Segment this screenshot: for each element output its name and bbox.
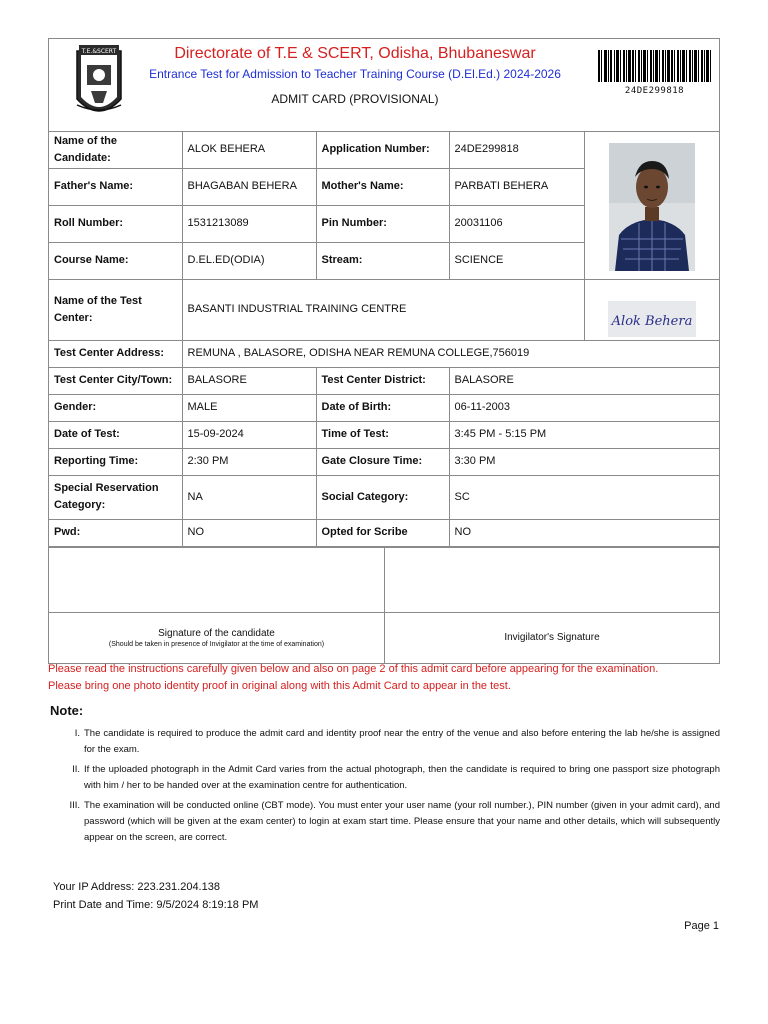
note-text: The examination will be conducted online (CBT mode). You must enter your user name (your roll number.), PIN number (given in your admit card), and password (which will be given at the exam center) to login at exam start time. Please ensure that your name and other details, which will subsequently appear on the screen, are correct. (84, 800, 720, 843)
test-time-label: Time of Test: (316, 421, 449, 448)
list-item (48, 726, 720, 758)
district-label: Test Center District: (316, 367, 449, 394)
table-row (49, 132, 719, 168)
mother-name: PARBATI BEHERA (449, 168, 584, 205)
note-number: III. (69, 800, 80, 811)
admit-card-label: ADMIT CARD (PROVISIONAL) (271, 92, 439, 106)
scribe-label: Opted for Scribe (316, 519, 449, 546)
note-heading: Note: (50, 703, 84, 718)
notes-list (48, 726, 720, 850)
reporting-value: 2:30 PM (182, 448, 316, 475)
table-row (49, 448, 719, 475)
reservation-label: Special Reservation Category: (49, 475, 182, 519)
application-label: Application Number: (316, 132, 449, 168)
gate-value: 3:30 PM (449, 448, 719, 475)
signature-boxes (49, 547, 719, 612)
city-label: Test Center City/Town: (49, 367, 182, 394)
admit-card (48, 38, 720, 664)
table-row (49, 367, 719, 394)
candidate-signature-label-cell (49, 613, 385, 663)
mother-label: Mother's Name: (316, 168, 449, 205)
center-name: BASANTI INDUSTRIAL TRAINING CENTRE (182, 279, 584, 340)
svg-text:Alok Behera: Alok Behera (611, 313, 693, 329)
list-item (48, 762, 720, 794)
gender-label: Gender: (49, 394, 182, 421)
table-row (49, 394, 719, 421)
address-label: Test Center Address: (49, 340, 182, 367)
table-row (49, 475, 719, 519)
scert-logo-icon (71, 41, 127, 125)
pwd-label: Pwd: (49, 519, 182, 546)
roll-label: Roll Number: (49, 205, 182, 242)
social-label: Social Category: (316, 475, 449, 519)
name-label: Name of the Candidate: (49, 132, 182, 168)
center-address: REMUNA , BALASORE, ODISHA NEAR REMUNA COLLEGE,756019 (182, 340, 719, 367)
note-text: The candidate is required to produce the admit card and identity proof near the entry of the venue and also before entering the lab he/she is assigned for the exam. (84, 728, 720, 755)
stream-label: Stream: (316, 242, 449, 279)
course-name: D.EL.ED(ODIA) (182, 242, 316, 279)
reporting-label: Reporting Time: (49, 448, 182, 475)
candidate-signature-note: (Should be taken in presence of Invigilator at the time of examination) (108, 640, 325, 648)
application-number: 24DE299818 (449, 132, 584, 168)
center-city: BALASORE (182, 367, 316, 394)
signature-image-cell (584, 279, 719, 340)
father-name: BHAGABAN BEHERA (182, 168, 316, 205)
table-row (49, 340, 719, 367)
instruction-line-2: Please bring one photo identity proof in original along with this Admit Card to appear in the test. (48, 680, 511, 692)
print-date-time: Print Date and Time: 9/5/2024 8:19:18 PM (53, 899, 259, 911)
barcode-number: 24DE299818 (624, 86, 685, 96)
scribe-value: NO (449, 519, 719, 546)
exam-subtitle: Entrance Test for Admission to Teacher Training Course (D.El.Ed.) 2024-2026 (149, 67, 561, 81)
note-text: If the uploaded photograph in the Admit Card varies from the actual photograph, then the candidate is required to bring one passport size photograph with him / her to be handed over at the examination centre for authentication. (84, 764, 720, 791)
svg-text:T.E.&SCERT: T.E.&SCERT (81, 48, 117, 55)
candidate-name: ALOK BEHERA (182, 132, 316, 168)
directorate-title: Directorate of T.E & SCERT, Odisha, Bhubaneswar (174, 45, 536, 62)
table-row (49, 519, 719, 546)
center-label: Name of the Test Center: (49, 279, 182, 340)
barcode-icon (598, 50, 711, 82)
candidate-signature-box (49, 548, 385, 612)
card-header (49, 39, 719, 132)
social-value: SC (449, 475, 719, 519)
photo-cell (584, 132, 719, 279)
table-row (49, 279, 719, 340)
test-time-value: 3:45 PM - 5:15 PM (449, 421, 719, 448)
dob-value: 06-11-2003 (449, 394, 719, 421)
candidate-signature-label: Signature of the candidate (158, 627, 275, 639)
center-district: BALASORE (449, 367, 719, 394)
invigilator-signature-label: Invigilator's Signature (504, 632, 600, 643)
pin-number: 20031106 (449, 205, 584, 242)
note-number: II. (72, 764, 80, 775)
candidate-photo (609, 143, 695, 271)
pin-label: Pin Number: (316, 205, 449, 242)
invigilator-signature-box (385, 548, 719, 612)
gate-label: Gate Closure Time: (316, 448, 449, 475)
instructions (48, 661, 720, 695)
reservation-value: NA (182, 475, 316, 519)
note-number: I. (74, 728, 80, 739)
signature-labels (49, 612, 719, 663)
father-label: Father's Name: (49, 168, 182, 205)
list-item (48, 798, 720, 846)
candidate-details-table (49, 132, 719, 547)
dob-label: Date of Birth: (316, 394, 449, 421)
course-label: Course Name: (49, 242, 182, 279)
candidate-signature-image (608, 301, 696, 337)
instruction-line-1: Please read the instructions carefully given below and also on page 2 of this admit card before appearing for the examination. (48, 663, 659, 675)
test-date-value: 15-09-2024 (182, 421, 316, 448)
table-row (49, 421, 719, 448)
page-number: Page 1 (684, 920, 719, 932)
pwd-value: NO (182, 519, 316, 546)
stream-value: SCIENCE (449, 242, 584, 279)
ip-address: Your IP Address: 223.231.204.138 (53, 881, 220, 893)
test-date-label: Date of Test: (49, 421, 182, 448)
roll-number: 1531213089 (182, 205, 316, 242)
gender-value: MALE (182, 394, 316, 421)
